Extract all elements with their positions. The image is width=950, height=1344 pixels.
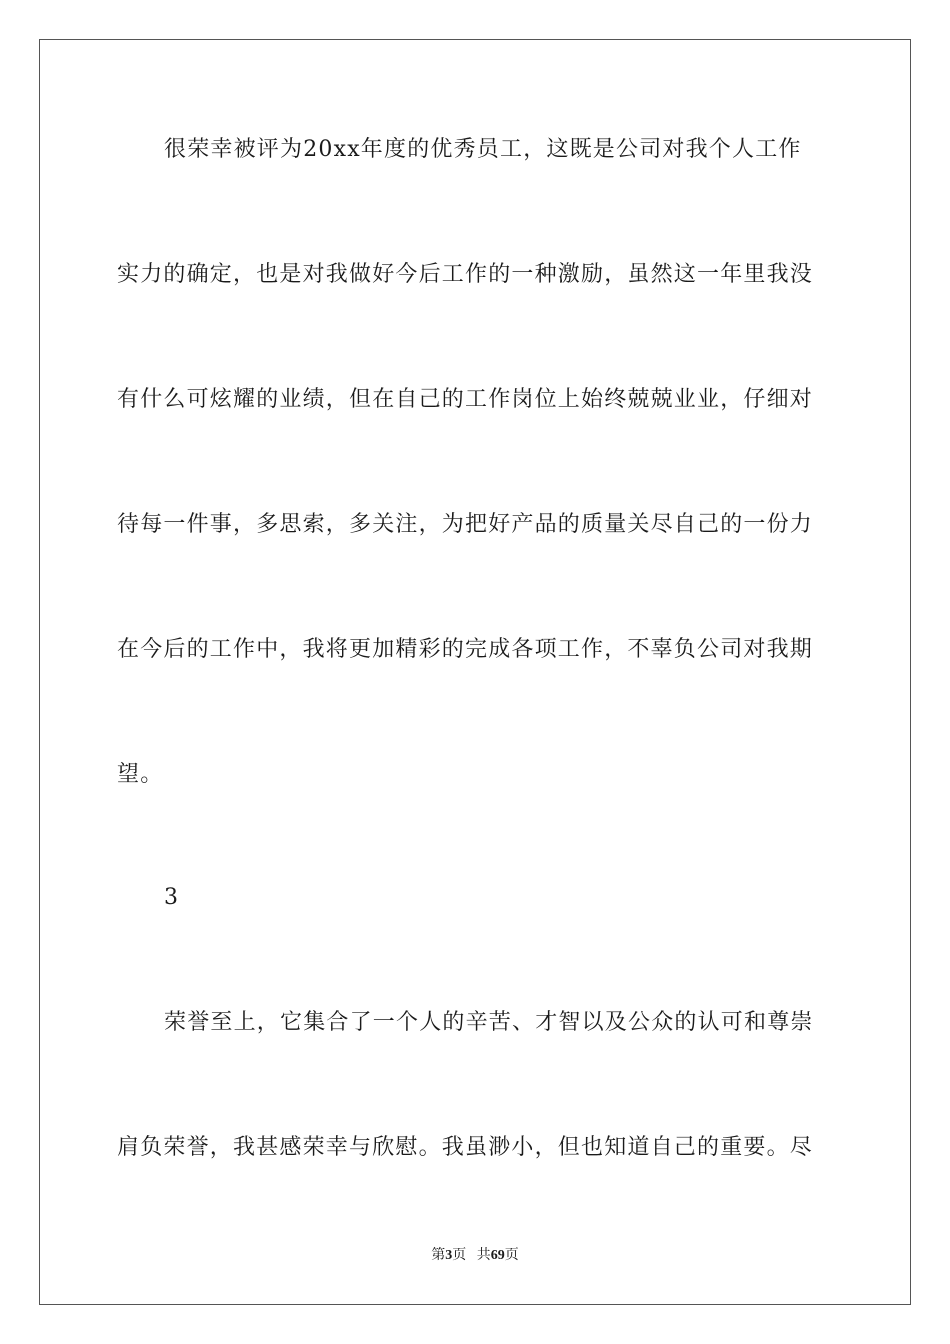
footer-page-prefix: 第 [431,1248,446,1263]
paragraph-line: 很荣幸被评为20xx年度的优秀员工，这既是公司对我个人工作 [164,137,802,162]
footer-page-suffix: 页 [452,1248,467,1263]
paragraph-line: 实力的确定，也是对我做好今后工作的一种激励，虽然这一年里我没 [117,262,814,287]
footer-page-number: 3 [445,1248,453,1263]
page-border [39,39,911,1305]
paragraph-line: 望。 [117,762,164,787]
paragraph-line: 有什么可炫耀的业绩，但在自己的工作岗位上始终兢兢业业，仔细对 [117,387,814,412]
paragraph-line: 待每一件事，多思索，多关注，为把好产品的质量关尽自己的一份力 [117,512,814,537]
footer-total-suffix: 页 [504,1248,519,1263]
section-number: 3 [164,885,180,910]
page-footer [0,1247,950,1265]
footer-total-pages: 69 [490,1248,505,1263]
footer-total-prefix: 共 [476,1248,491,1263]
paragraph-line: 荣誉至上，它集合了一个人的辛苦、才智以及公众的认可和尊崇 [164,1010,814,1035]
paragraph-line: 在今后的工作中，我将更加精彩的完成各项工作，不辜负公司对我期 [117,637,814,662]
paragraph-line: 肩负荣誉，我甚感荣幸与欣慰。我虽渺小，但也知道自己的重要。尽 [117,1135,814,1160]
